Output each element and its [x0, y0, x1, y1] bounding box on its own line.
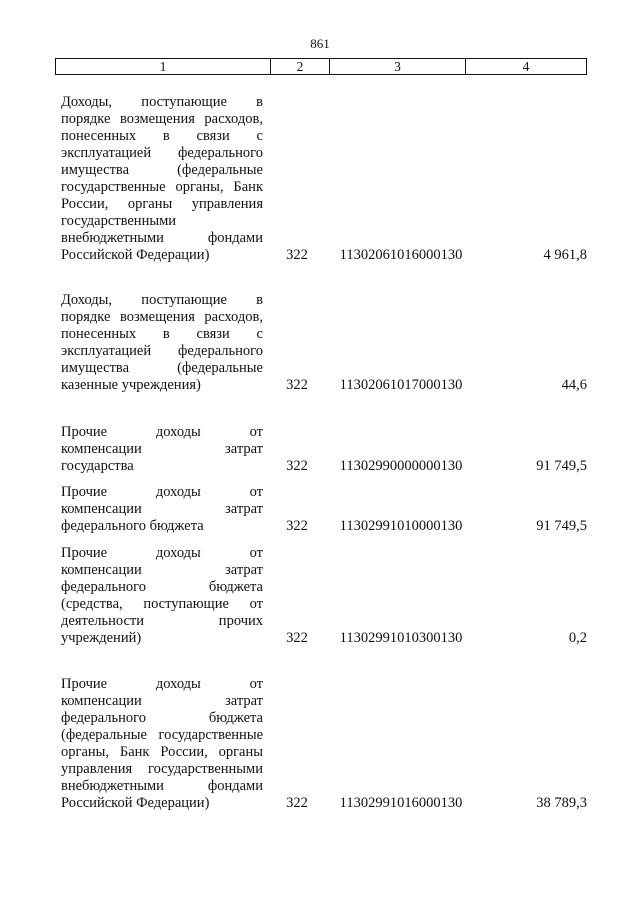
description-line: Российской Федерации) [61, 795, 210, 811]
description-line: порядке возмещения расходов, [61, 111, 263, 127]
description-line: Доходы, поступающие в [61, 94, 263, 110]
row-description [61, 676, 263, 812]
row-description [61, 292, 263, 394]
description-line: эксплуатацией федерального [61, 145, 263, 161]
row-kbk-code: 11302991010000130 [339, 518, 463, 534]
description-line: управления государственными [61, 761, 263, 777]
row-kbk-code: 11302990000000130 [339, 458, 463, 474]
description-line: Доходы, поступающие в [61, 292, 263, 308]
description-line: внебюджетными фондами [61, 230, 263, 246]
row-description [61, 424, 263, 475]
header-col-2: 2 [270, 59, 329, 74]
description-line: государственные органы, Банк [61, 179, 263, 195]
row-kbk-code: 11302061017000130 [339, 377, 463, 393]
description-line: Прочие доходы от [61, 424, 263, 440]
row-amount: 91 749,5 [536, 518, 587, 534]
description-line: государства [61, 458, 134, 474]
row-kbk-code: 11302991010300130 [339, 630, 463, 646]
header-col-4: 4 [465, 59, 586, 74]
row-amount: 91 749,5 [536, 458, 587, 474]
row-amount: 44,6 [561, 377, 587, 393]
row-kbk-code: 11302061016000130 [339, 247, 463, 263]
description-line: компенсации затрат [61, 693, 263, 709]
row-amount: 4 961,8 [543, 247, 587, 263]
description-line: России, органы управления [61, 196, 263, 212]
row-kbk-code: 11302991016000130 [339, 795, 463, 811]
description-line: понесенных в связи с [61, 128, 263, 144]
description-line: (федеральные государственные [61, 727, 263, 743]
header-col-3: 3 [329, 59, 465, 74]
description-line: Российской Федерации) [61, 247, 210, 263]
description-line: порядке возмещения расходов, [61, 309, 263, 325]
description-line: федерального бюджета [61, 710, 263, 726]
row-description [61, 94, 263, 264]
description-line: учреждений) [61, 630, 142, 646]
description-line: компенсации затрат [61, 562, 263, 578]
header-col-1: 1 [159, 59, 167, 74]
description-line: (средства, поступающие от [61, 596, 263, 612]
page-number: 861 [310, 36, 330, 51]
description-line: государственными [61, 213, 177, 229]
row-admin-code: 322 [286, 518, 308, 534]
description-line: внебюджетными фондами [61, 778, 263, 794]
description-line: федерального бюджета [61, 579, 263, 595]
description-line: имущества (федеральные [61, 360, 263, 376]
description-line: федерального бюджета [61, 518, 204, 534]
table-header [55, 58, 587, 75]
description-line: Прочие доходы от [61, 676, 263, 692]
row-amount: 0,2 [568, 630, 587, 646]
description-line: эксплуатацией федерального [61, 343, 263, 359]
description-line: деятельности прочих [61, 613, 263, 629]
row-description [61, 545, 263, 647]
row-admin-code: 322 [286, 795, 308, 811]
description-line: Прочие доходы от [61, 545, 263, 561]
row-description [61, 484, 263, 535]
description-line: имущества (федеральные [61, 162, 263, 178]
description-line: компенсации затрат [61, 501, 263, 517]
row-admin-code: 322 [286, 377, 308, 393]
row-admin-code: 322 [286, 247, 308, 263]
description-line: казенные учреждения) [61, 377, 201, 393]
description-line: понесенных в связи с [61, 326, 263, 342]
row-admin-code: 322 [286, 630, 308, 646]
description-line: органы, Банк России, органы [61, 744, 263, 760]
row-admin-code: 322 [286, 458, 308, 474]
description-line: Прочие доходы от [61, 484, 263, 500]
description-line: компенсации затрат [61, 441, 263, 457]
row-amount: 38 789,3 [536, 795, 587, 811]
